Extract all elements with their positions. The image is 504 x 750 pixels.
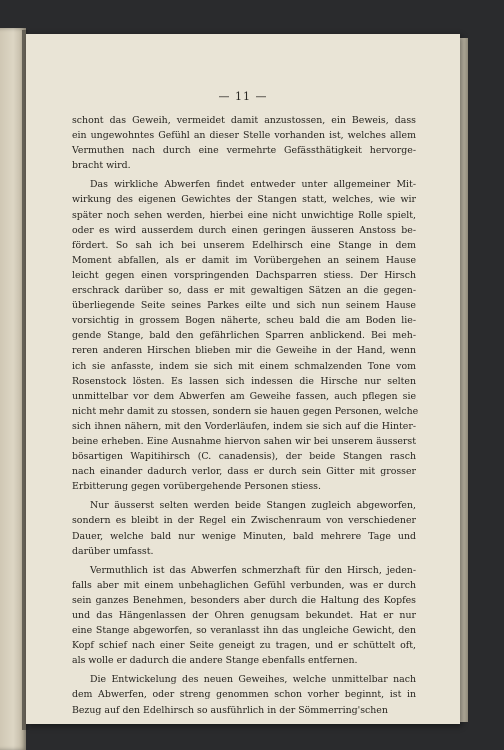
text-line: Rosenstock lösten. Es lassen sich indessen die Hirsche nur selten (72, 375, 416, 387)
paragraph (72, 113, 416, 173)
text-line: falls aber mit einem unbehaglichen Gefühl verbunden, was er durch (72, 579, 416, 591)
text-line: wirkung des eigenen Gewichtes der Stangen statt, welches, wie wir (72, 194, 416, 206)
text-line: nicht mehr damit zu stossen, sondern sie hauen gegen Personen, welche (72, 405, 419, 417)
text-line: reren anderen Hirschen blieben mir die Geweihe in der Hand, wenn (72, 345, 416, 357)
text-line: oder es wird ausserdem durch einen geringen äusseren Anstoss be- (72, 224, 416, 236)
text-line: dem Abwerfen, oder streng genommen schon vorher beginnt, ist in (72, 689, 416, 701)
text-line: sein ganzes Benehmen, besonders aber durch die Haltung des Kopfes (72, 594, 416, 606)
text-line: Bezug auf den Edelhirsch so ausführlich in der Sömmerring'schen (72, 704, 388, 716)
text-line: ich sie anfasste, indem sie sich mit einem schmalzenden Tone vom (72, 360, 416, 372)
text-line: bracht wird. (72, 160, 131, 172)
text-line: Erbitterung gegen vorübergehende Personen stiess. (72, 481, 321, 493)
paragraph (72, 177, 419, 494)
text-line: leicht gegen einen vorspringenden Dachsparren stiess. Der Hirsch (72, 269, 416, 281)
text-line: nach einander dadurch verlor, dass er durch sein Gitter mit grosser (72, 466, 416, 478)
text-line: Vermuthen nach durch eine vermehrte Gefässthätigkeit hervorge- (72, 145, 416, 157)
page-number: — 11 — (218, 90, 268, 103)
text-line: erschrack darüber so, dass er mit gewaltigen Sätzen an die gegen- (72, 285, 416, 297)
text-line: als wolle er dadurch die andere Stange ebenfalls entfernen. (72, 655, 358, 667)
text-line: gende Stange, bald den gefährlichen Sparren anblickend. Bei meh- (72, 330, 416, 342)
text-line: Das wirkliche Abwerfen findet entweder unter allgemeiner Mit- (90, 179, 416, 191)
text-line: unmittelbar vor dem Abwerfen am Geweihe fassen, auch pflegen sie (72, 390, 416, 402)
text-line: und das Hängenlassen der Ohren genugsam bekundet. Hat er nur (72, 610, 416, 621)
text-line: ein ungewohntes Gefühl an dieser Stelle vorhanden ist, welches allem (72, 130, 416, 142)
book-page (26, 34, 460, 724)
text-line: Moment abfallen, als er damit im Vorübergehen an seinem Hause (72, 254, 416, 266)
text-line: Die Entwickelung des neuen Geweihes, welche unmittelbar nach (90, 674, 416, 686)
paragraph (72, 563, 416, 669)
text-line: beine erheben. Eine Ausnahme hiervon sahen wir bei unserem äusserst (72, 435, 416, 447)
text-line: Dauer, welche bald nur wenige Minuten, bald mehrere Tage und (72, 530, 416, 542)
text-line: darüber umfasst. (72, 545, 154, 557)
text-line: Nur äusserst selten werden beide Stangen zugleich abgeworfen, (90, 500, 416, 512)
paragraph (72, 498, 416, 558)
text-line: vorsichtig in grossem Bogen näherte, scheu bald die am Boden lie- (72, 315, 416, 327)
text-line: sich ihnen nähern, mit den Vorderläufen, indem sie sich auf die Hinter- (72, 420, 416, 432)
text-line: später noch sehen werden, hierbei eine nicht unwichtige Rolle spielt, (72, 209, 416, 221)
page-body-text (72, 113, 419, 718)
text-line: überliegende Seite seines Parkes eilte und sich nun seinem Hause (72, 300, 416, 312)
text-line: bösartigen Wapitihirsch (C. canadensis), der beide Stangen rasch (72, 451, 416, 463)
text-line: schont das Geweih, vermeidet damit anzustossen, ein Beweis, dass (72, 115, 416, 126)
text-line: Vermuthlich ist das Abwerfen schmerzhaft für den Hirsch, jeden- (90, 564, 416, 576)
text-line: Kopf schief nach einer Seite geneigt zu tragen, und er schüttelt oft, (72, 640, 416, 652)
paragraph (72, 672, 416, 717)
text-line: sondern es bleibt in der Regel ein Zwischenraum von verschiedener (72, 515, 416, 527)
text-line: eine Stange abgeworfen, so veranlasst ihn das ungleiche Gewicht, den (72, 625, 416, 637)
text-line: fördert. So sah ich bei unserem Edelhirsch eine Stange in dem (72, 239, 416, 251)
